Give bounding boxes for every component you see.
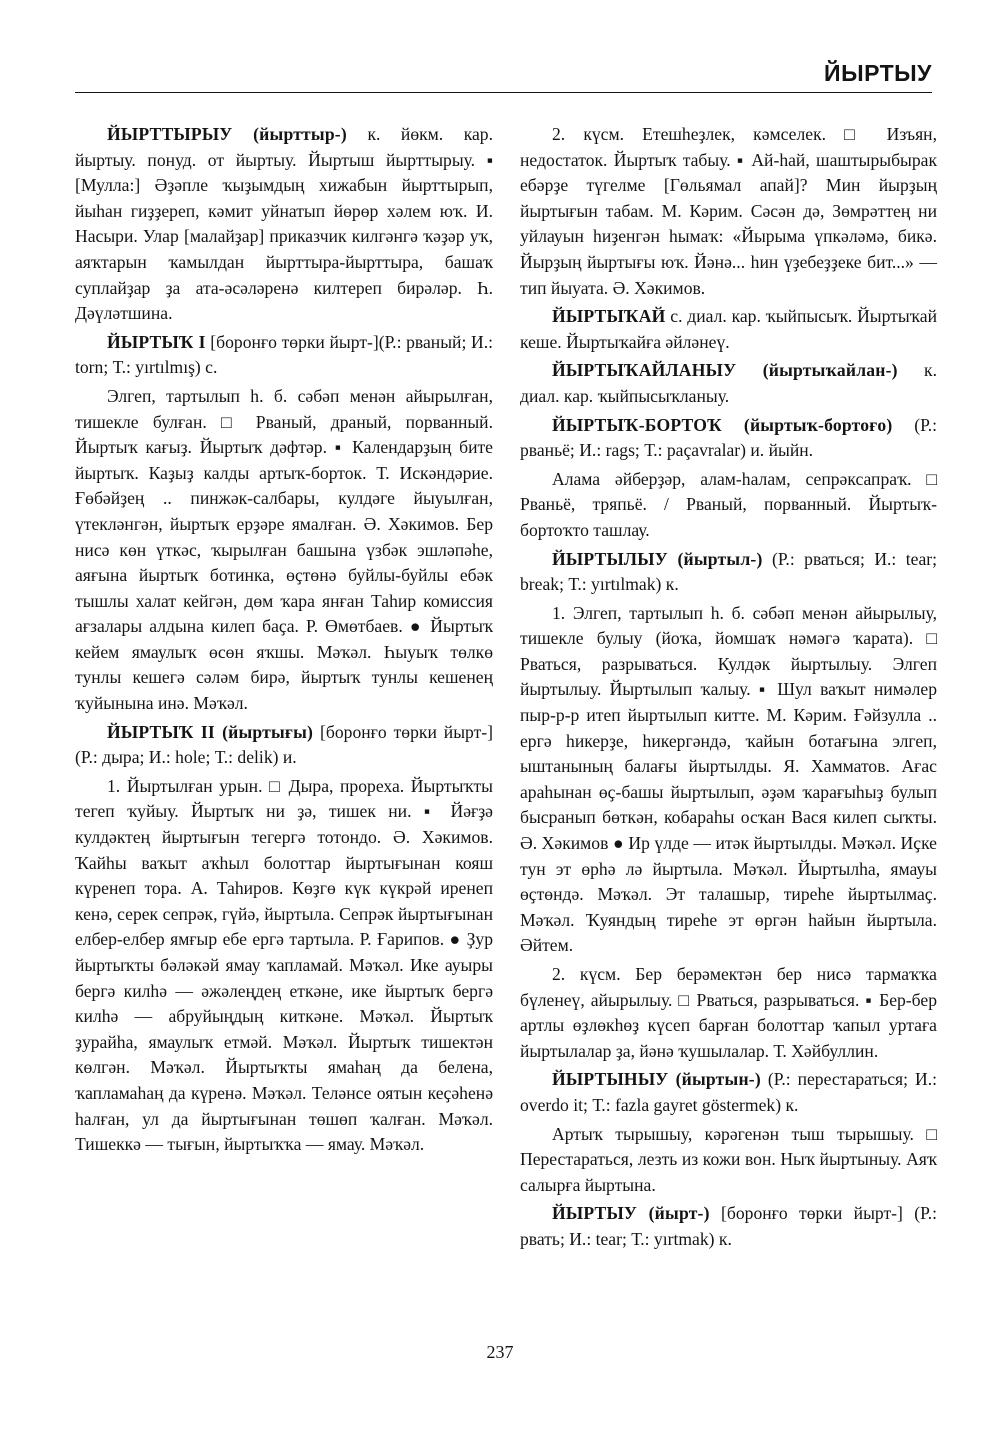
- headword: ЙЫРТЫҠАЙ: [552, 306, 666, 327]
- entry-body: (Р.: рваться; И.: tear; break; Т.: yırtılmak) к.: [520, 548, 938, 595]
- headword: ЙЫРТЫНЫУ (йыртын-): [552, 1069, 761, 1090]
- page-number: 237: [486, 1342, 514, 1362]
- right-column: [520, 122, 937, 1256]
- running-head: [75, 58, 932, 93]
- entry-yirtyk-2: [75, 720, 493, 771]
- entry-yirttyryu: [75, 122, 493, 327]
- entry-body: [боронғо төрки йырт-] (Р.: рвать; И.: tear; Т.: yırtmak) к.: [520, 1203, 937, 1249]
- entry-body: к. йөкм. кар. йыртыу. понуд. от йыртыу. Йыртыш йырттырыу. ▪ [Мулла:] Әҙәпле ҡыҙымдың хижабын йырттырып, йыһан гиҙҙереп, кәмит уйнатып йөрөр хәлем юҡ. И. Насыри. Улар [малайҙар] приказчик килгәнгә ҡәҙәр уҡ, аяҡтарын ҡамылдан йырттыра-йырттыра, башаҡ суплайҙар ҙа ата-әсәләренә килтереп бирәләр. Һ. Дәүләтшина.: [75, 124, 493, 324]
- headword: ЙЫРТТЫРЫУ (йырттыр-): [107, 124, 347, 144]
- headword: ЙЫРТЫҠ-БОРТОҠ (йыртыҡ-бортоғо): [552, 414, 893, 435]
- headword: ЙЫРТЫҠ I: [107, 331, 206, 352]
- headword: ЙЫРТЫЛЫУ (йыртыл-): [552, 548, 763, 569]
- entry-yirtykaylanyu: [520, 358, 937, 409]
- entry-body: к. диал. кар. ҡыйпысыҡланыу.: [520, 360, 937, 406]
- entry-body: [боронғо төрки йырт-](Р.: рваный; И.: torn; Т.: yırtılmış) с.: [75, 331, 493, 378]
- entry-yirtylyu: [520, 547, 937, 598]
- entry-yirtyk-1: [75, 330, 493, 381]
- entry-body: [боронғо төрки йырт-] (Р.: дыра; И.: hole; Т.: delik) и.: [75, 721, 493, 768]
- entry-paragraph: 2. күсм. Бер берәмектән бер нисә тармаҡҡа бүленеү, айырылыу. □ Рваться, разрываться. ▪ Бер-бер артлы өҙлөкһөҙ күсеп барған болоттар ҡапыл уртаға йыртылалар ҙа, йәнә ҡушылалар. Т. Хәйбуллин.: [520, 964, 937, 1061]
- entry-paragraph: 1. Элгеп, тартылып һ. б. сәбәп менән айырылыу, тишекле булыу (йоҡа, йомшаҡ нәмәгә ҡарата). □ Рваться, разрываться. Кулдәк йыртылыу. Элгеп йыртылыу. Йыртылып ҡалыу. ▪ Шул ваҡыт нимәлер пыр-р-р итеп йыртылып китте. М. Кәрим. Ғәйзулла .. ергә һикерҙе, һикергәндә, ҡайын ботағына элгеп, ыштанының балағы йыртылды. Я. Хамматов. Ағас араһынан өҫ-башы йыртылып, әҙәм ҡарағыһыҙ булып бысранып бөткән, кобараһы осҡан Вася килеп сыҡты. Ә. Хәкимов ● Ир үлде — итәк йыртылды. Мәҡәл. Иҫке тун эт өрһә лә йыртыла. Мәҡәл. Йыртылһа, ямауы өҫтөндә. Мәҡәл. Эт талашыр, тиреһе йыртылмаҫ. Мәҡәл. Ҡуяндың тиреһе эт өргән һайын йыртыла. Әйтем.: [520, 602, 937, 956]
- entry-paragraph: Артыҡ тырышыу, кәрәгенән тыш тырышыу. □ Перестараться, лезть из кожи вон. Ныҡ йыртыныу. Аяҡ салырға йыртына.: [520, 1123, 937, 1195]
- entry-paragraph: Алама әйберҙәр, алам-һалам, сепрәксапраҡ. □ Рваньё, тряпьё. / Рваный, порванный. Йыртыҡ-бортоҡто ташлау.: [520, 468, 937, 540]
- headword: ЙЫРТЫҠАЙЛАНЫУ (йыртыҡайлан-): [552, 360, 898, 381]
- entry-body: (Р.: перестараться; И.: overdo it; Т.: fazla gayret göstermek) к.: [520, 1069, 937, 1115]
- entry-body: с. диал. кар. ҡыйпысыҡ. Йыртыҡай кеше. Йыртыҡайға әйләнеү.: [520, 306, 937, 352]
- running-title: ЙЫРТЫУ: [824, 60, 932, 86]
- entry-yirtyu: [520, 1201, 937, 1252]
- entry-body: (Р.: рваньё; И.: rags; Т.: paçavralar) и. йыйн.: [520, 414, 937, 461]
- headword: ЙЫРТЫУ (йырт-): [552, 1203, 710, 1224]
- entry-paragraph: Элгеп, тартылып һ. б. сәбәп менән айырылған, тишекле булған. □ Рваный, драный, порванный. Йыртыҡ кағыҙ. Йыртыҡ дәфтәр. ▪ Календарҙың бите йыртыҡ. Каҙыҙ калды артыҡ-борток. Т. Искәндәрие. Ғөбәйҙең .. пинжәк-салбары, кулдәге йыуылған, үтекләнгән, йыртыҡ ерҙәре ямалған. Ә. Хәкимов. Бер нисә көн үткәс, ҡырылған башына үзбәк эшләпәһе, аяғына йыртыҡ ботинка, өҫтөнә буйлы-буйлы ебәк тышлы халат кейгән, дөм ҡара янған Таһир комиссия ағзалары алдына килеп баҫа. Р. Өмөтбаев. ● Йыртыҡ кейем ямаулыҡ өсөн яҡшы. Мәҡәл. Һыуыҡ төлкө тунлы кешегә сәләм бирә, йыртыҡ тунлы кешенең ҡуйынына инә. Мәҡәл.: [75, 385, 493, 714]
- entry-yirtykay: [520, 304, 937, 355]
- entry-paragraph: 1. Йыртылған урын. □ Дыра, прореха. Йыртыҡты тегеп ҡуйыу. Йыртыҡ ни ҙә, тишек ни. ▪ Йәғҙә кулдәктең йыртығын тегергә тотондо. Ә. Хәкимов. Ҡайһы ваҡыт аҡһыл болоттар йыртығынан кояш күренеп тора. А. Таһиров. Көҙгө күк күкрәй иренеп кенә, серек сепрәк, гүйә, йыртыла. Сепрәк йыртығынан елбер-елбер ямғыр ебе ергә тартыла. Р. Ғарипов. ● Ҙур йыртыҡты бәләкәй ямау ҡапламай. Мәҡәл. Ике ауыры бергә килһә — әжәлеңдең еткәне, ике йыртыҡ бергә килһә — абруйыңдың киткәне. Мәҡәл. Йыртыҡ ҙурайһа, ямаулыҡ етмәй. Мәҡәл. Йыртыҡ тишектән көлгән. Мәҡәл. Йыртыҡты ямаһаң да белена, ҡапламаһаң да күренә. Мәҡәл. Теләнсе оятын кеҫәһенә һалған, ул да йыртығынан төшөп ҡалған. Мәҡәл. Тишеккә — тығын, йыртыҡҡа — ямау. Мәҡәл.: [75, 775, 493, 1155]
- entry-yirtyk-bortok: [520, 413, 937, 464]
- headword: ЙЫРТЫҠ II (йыртығы): [107, 721, 314, 742]
- left-column: [75, 122, 493, 1161]
- entry-yirtynyu: [520, 1067, 937, 1118]
- entry-paragraph: 2. күсм. Етешһеҙлек, кәмселек. □ Изъян, недостаток. Йыртыҡ табыу. ▪ Ай-һай, шаштырыбырак ебәрҙе түгелме [Гөльямал апай]? Мин йырҙың йыртығын табам. М. Кәрим. Сәсән дә, Зөмрәттең ни уйлауын һиҙенгән һымаҡ: «Йырыма үпкәләмә, бикә. Йырҙың йыртығы юҡ. Йәнә... һин үҙебеҙҙеке бит...» — тип йыуата. Ә. Хәкимов.: [520, 124, 937, 298]
